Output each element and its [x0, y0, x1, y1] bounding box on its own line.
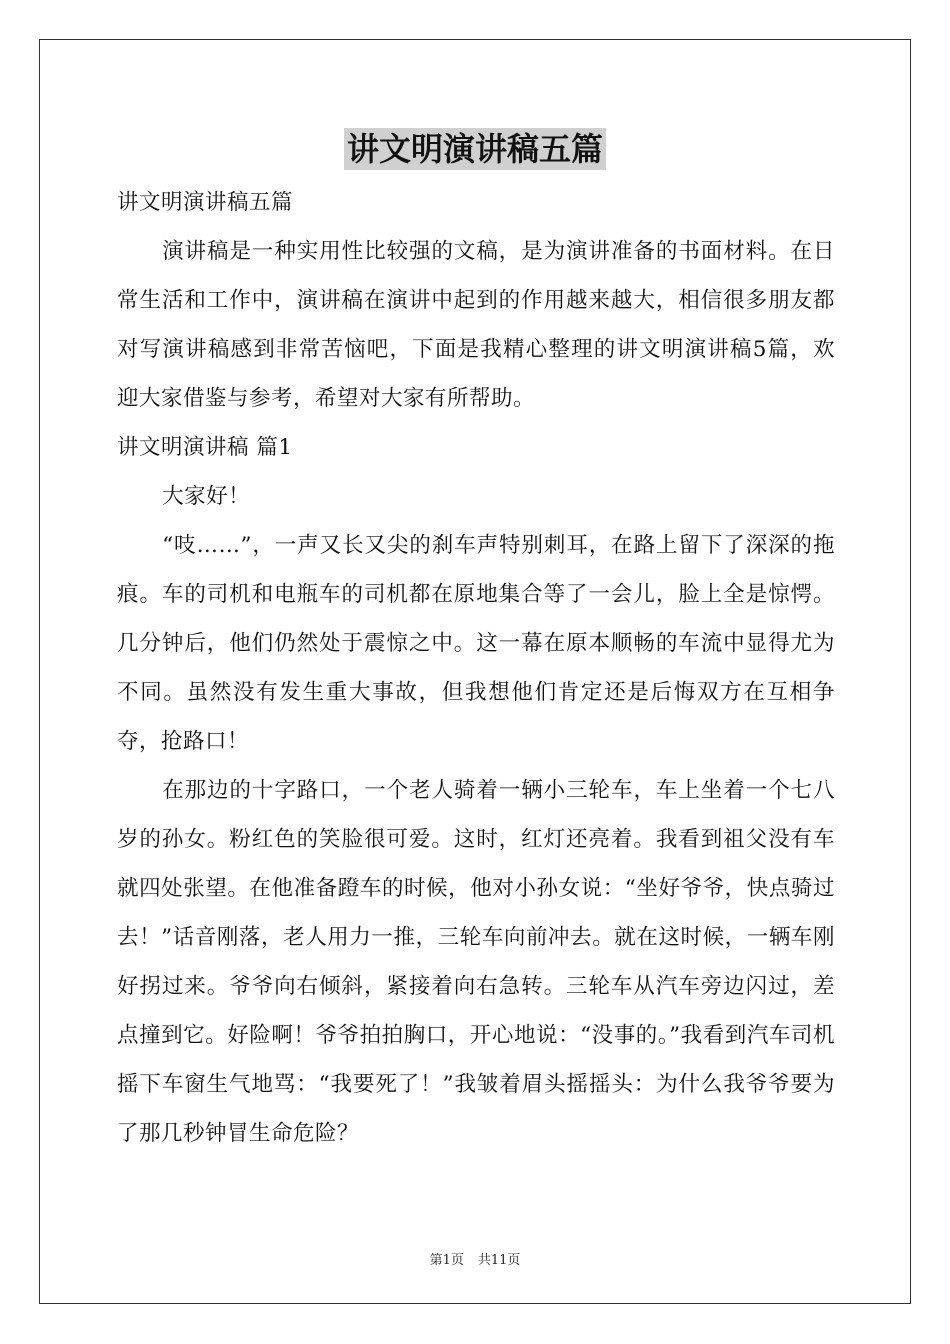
page-number: 第1页: [429, 1253, 464, 1268]
body-paragraph: “吱……”，一声又长又尖的刹车声特别刺耳，在路上留下了深深的拖痕。车的司机和电瓶车的司机都在原地集合等了一会儿，脸上全是惊愕。几分钟后，他们仍然处于震惊之中。这一幕在原本顺畅的车流中显得尤为不同。虽然没有发生重大事故，但我想他们肯定还是后悔双方在互相争夺，抢路口！: [117, 533, 835, 754]
intro-paragraph: 演讲稿是一种实用性比较强的文稿，是为演讲准备的书面材料。在日常生活和工作中，演讲稿在演讲中起到的作用越来越大，相信很多朋友都对写演讲稿感到非常苦恼吧，下面是我精心整理的讲文明演讲稿5篇，欢迎大家借鉴与参考，希望对大家有所帮助。: [117, 239, 835, 411]
page-total: 共11页: [477, 1253, 521, 1268]
subtitle-paragraph: 讲文明演讲稿五篇: [117, 190, 294, 215]
document-body: [117, 178, 835, 1158]
body-paragraph: 在那边的十字路口，一个老人骑着一辆小三轮车，车上坐着一个七八岁的孙女。粉红色的笑脸很可爱。这时，红灯还亮着。我看到祖父没有车就四处张望。在他准备蹬车的时候，他对小孙女说：“坐好爷爷，快点骑过去！”话音刚落，老人用力一推，三轮车向前冲去。就在这时候，一辆车刚好拐过来。爷爷向右倾斜，紧接着向右急转。三轮车从汽车旁边闪过，差点撞到它。好险啊！爷爷拍拍胸口，开心地说：“没事的。”我看到汽车司机摇下车窗生气地骂：“我要死了！”我皱着眉头摇摇头：为什么我爷爷要为了那几秒钟冒生命危险？: [117, 778, 835, 1146]
title-container: [0, 128, 950, 170]
section-heading: 讲文明演讲稿 篇1: [117, 435, 293, 460]
document-title: 讲文明演讲稿五篇: [344, 128, 606, 170]
greeting-paragraph: 大家好！: [162, 484, 251, 509]
page-footer: [0, 1249, 950, 1268]
